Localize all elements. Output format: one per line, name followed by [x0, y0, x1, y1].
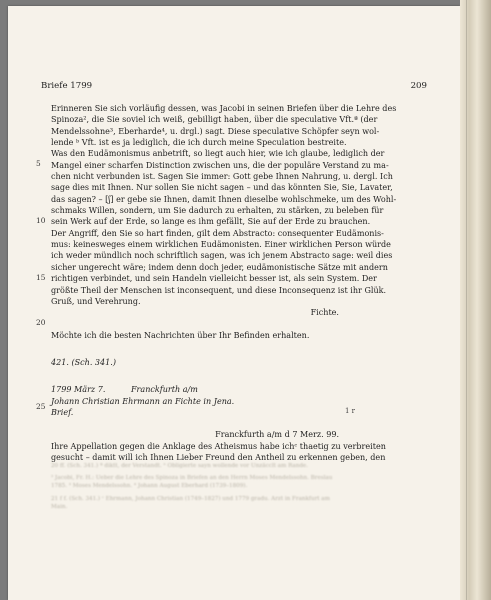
margin-note: 1 r — [345, 407, 356, 415]
line-number: 25 — [36, 402, 46, 411]
footnote: 21 f f. (Sch. 341.) ᶜ Ehrmann, Johann Christian (1749–1827) und 1779 gradu. Arzt in Frankfurt am Main. — [51, 495, 330, 510]
dateline: Franckfurth a/m d 7 Merz. 99. — [215, 430, 339, 440]
text-line: chen nicht verbunden ist. Sagen Sie immer: Gott gebe Ihnen Nahrung, u. dergl. Ich — [51, 172, 393, 182]
text-line: Mangel einer scharfen Distinction zwischen uns, die der populäre Verstand zu ma- — [51, 160, 389, 170]
text-line: das sagen? – [ʃ] er gebe sie Ihnen, damit Ihnen dieselbe wohlschmeke, um des Wohl- — [51, 194, 397, 204]
text-line: Ihre Appellation gegen die Anklage des Atheismus habe ichᶜ thaetig zu verbreiten — [51, 441, 386, 451]
text-line: Der Angriff, den Sie so hart finden, gilt dem Abstracto: consequenter Eudämonis- — [51, 228, 384, 238]
text-line: richtigen verbindet, und sein Handeln vielleicht besser ist, als sein System. Der — [51, 274, 377, 284]
line-number: 10 — [36, 216, 46, 225]
page-number: 209 — [410, 81, 427, 91]
text-line: sicher ungerecht wäre; indem denn doch jeder, eudämonistische Sätze mit andern — [51, 262, 388, 272]
footnotes — [51, 462, 343, 515]
signature: Fichte. — [310, 308, 339, 318]
text-line: gesucht – damit will ich Ihnen Lieber Freund den Antheil zu erkennen geben, den — [51, 452, 386, 462]
running-header — [41, 81, 427, 91]
letter-type: Brief. — [51, 407, 74, 417]
text-line: ich weder mündlich noch schriftlich sagen, was ich jenem Abstracto sage: weil dies — [51, 251, 393, 261]
text-line: größte Theil der Menschen ist inconsequent, und diese Inconsequenz ist ihr Glük. — [51, 285, 387, 295]
footnote: ² Jacobi, Fr. H.: Ueber die Lehre des Spinoza in Briefen an den Herrn Moses Mendelssohn. Breslau 1785. ³ Moses Mendelssohn. ⁴ Johann August Eberhard (1739–1809). — [51, 475, 333, 490]
line-number: 15 — [36, 273, 46, 282]
text-line: Erinneren Sie sich vorläufig dessen, was Jacobi in seinen Briefen über die Lehre des — [51, 104, 397, 113]
running-header-title: Briefe 1799 — [41, 81, 93, 91]
letter-correspondents: Johann Christian Ehrmann an Fichte in Jena. — [51, 396, 235, 406]
text-line: Gruß, und Verehrung. — [51, 296, 141, 306]
text-line: mus: keinesweges einem wirklichen Eudämonisten. Einer wirklichen Person würde — [51, 240, 391, 250]
text-line: Mendelssohne³, Eberharde⁴, u. drgl.) sagt. Diese speculative Schöpfer seyn wol- — [51, 126, 380, 136]
letter-date-place: 1799 März 7. Franckfurth a/m — [51, 385, 198, 395]
book-page — [8, 6, 460, 600]
page-content — [8, 6, 460, 600]
line-number: 5 — [36, 159, 41, 168]
letter-number: 421. (Sch. 341.) — [51, 357, 116, 367]
text-line: sage dies mit Ihnen. Nur sollen Sie nicht sagen – und das könnten Sie, Sie, Lavater, — [51, 183, 393, 193]
line-number: 20 — [36, 318, 46, 327]
text-line: sein Werk auf der Erde, so lange es ihm gefällt, Sie auf der Erde zu brauchen. — [51, 217, 371, 227]
text-line: schmaks Willen, sondern, um Sie dadurch zu erhalten, zu stärken, zu beleben für — [51, 206, 384, 216]
text-line: lende ᵇ Vft. ist es ja lediglich, die ich durch meine Speculation bestreite. — [51, 138, 347, 148]
book-spine-edge — [460, 0, 491, 600]
footnote: 20 ff. (Sch. 341.) ª diktt, der Verstandt. ᵇ Obligierte sayn wollende vor Unzäcclt am Rande. — [51, 463, 309, 469]
postscript: Möchte ich die besten Nachrichten über Ihr Befinden erhalten. — [51, 330, 310, 340]
text-line: Was den Eudämonismus anbetrift, so liegt auch hier, wie ich glaube, lediglich der — [51, 149, 385, 159]
text-line: Spinoza², die Sie soviel ich weiß, gebilligt haben, über die speculative Vft.ª (der — [51, 115, 378, 125]
